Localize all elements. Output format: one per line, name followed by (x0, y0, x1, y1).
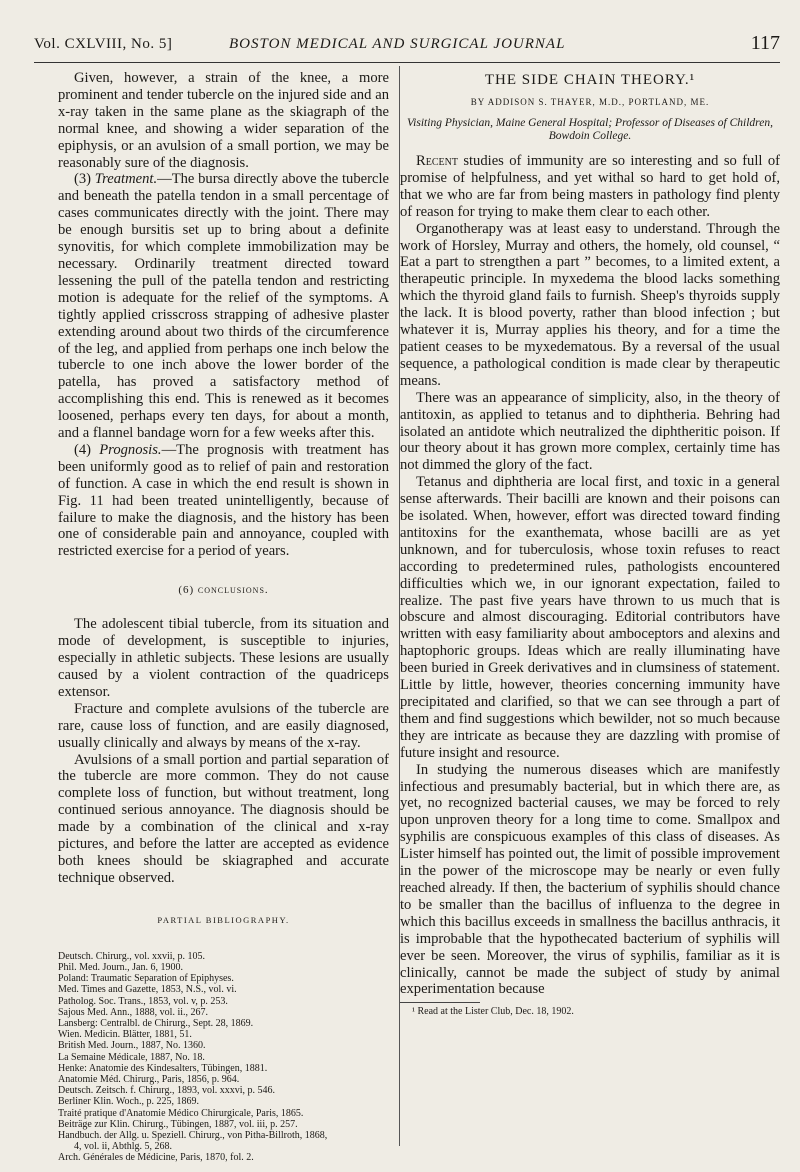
prognosis-paragraph (58, 442, 389, 560)
bibliography-entry: Lansberg: Centralbl. de Chirurg., Sept. 28, 1869. (58, 1018, 254, 1029)
page-number: 117 (750, 32, 780, 54)
paragraph-given: Given, however, a strain of the knee, a more prominent and tender tubercle on the injured side and an x-ray taken in the same plane as the skiagraph of the normal knee, and showing a wider separation of the epiphysis, or an avulsion of a small portion, we may be reasonably sure of the diagnosis. (58, 70, 389, 171)
article-title: THE SIDE CHAIN THEORY.¹ (484, 72, 696, 88)
bibliography-entry: British Med. Journ., 1887, No. 1360. (58, 1040, 206, 1052)
prognosis-heading: Prognosis. (99, 441, 162, 458)
bibliography-list (58, 951, 389, 1164)
paragraph-tetanus: Tetanus and diphtheria are local first, and toxic in a general sense afterwards. Their bacilli are known and their poisons can be isolated. When, however, effort was directed toward finding antitoxins for the exanthemata, whose bacilli are as yet unknown, and for tuberculosis, whose toxin refuses to react according to predetermined rules, pathologists encountered difficulties which we, in our ignorant expectation, failed to realize. The past five years have thrown to us much that is obscure and almost discouraging. Editorial contributors have written with easy familiarity about amboceptors and alexins and haptophoric groups. Ideas which are really illuminating have been buried in Greek derivatives and in clumsiness of statement. Little by little, however, theories concerning immunity have precipitated and clarified, so that we can see through a part of them and find suggestions which bewilder, not so much because they are intricate as because they are dazzling with promise of future insight and resource. (400, 474, 780, 761)
bibliography-entry: Wien. Medicin. Blätter, 1881, 51. (58, 1029, 192, 1041)
bibliography-entry: Deutsch. Zeitsch. f. Chirurg., 1893, vol. xxxvi, p. 546. (58, 1085, 276, 1097)
author-affiliation: Visiting Physician, Maine General Hospital; Professor of Diseases of Children, Bowdoin College. (407, 117, 773, 142)
paragraph-studying: In studying the numerous diseases which are manifestly infectious and presumably bacterial, but in which there are, as yet, no recognized bacterial causes, we may be forced to rely upon unproven theory for a long time to come. Smallpox and syphilis are conspicuous examples of this class of diseases. As Lister himself has pointed out, the limit of possible improvement in the power of the microscope may be nearly or even fully reached already. If then, the bacterium of syphilis should chance to be smaller than the bacillus of influenza to the degree in which this bacillus exceeds in smallness the bacillus anthracis, it is improbable that the hypothecated bacterium of syphilis will ever be seen. Moreover, the virus of syphilis, familiar as it is clinically, cannot be made the subject of study by animal experimentation because (400, 761, 780, 998)
bibliography-entry: Anatomie Méd. Chirurg., Paris, 1856, p. 964. (58, 1074, 240, 1086)
conclusion-paragraph: Fracture and complete avulsions of the tubercle are rare, cause loss of function, and are easily diagnosed, usually clinically and always by means of the x-ray. (58, 700, 389, 751)
paragraph-antitoxin: There was an appearance of simplicity, also, in the theory of antitoxin, as applied to tetanus and to diphtheria. Behring had isolated an antidote which neutralized the diphtheritic poison. If our theory about it has grown more complex, certainly time has not dimmed the glory of the fact. (400, 389, 780, 474)
bibliography-entry: Berliner Klin. Woch., p. 225, 1869. (58, 1096, 199, 1108)
conclusion-paragraph: The adolescent tibial tubercle, from its situation and mode of development, is susceptible to injuries, especially in athletic subjects. These lesions are usually caused by a violent contraction of the quadriceps extensor. (58, 616, 389, 700)
treatment-number: (3) (74, 171, 92, 188)
bibliography-entry: Phil. Med. Journ., Jan. 6, 1900. (58, 961, 183, 973)
bibliography-entry: Poland: Traumatic Separation of Epiphyses. (58, 973, 234, 985)
treatment-text: —The bursa directly above the tubercle and beneath the patella tendon in a small percentage of cases communicates directly with the joint. There may be enough bursitis set up to bring about a definite synovitis, for which complete immobilization may be necessary. Ordinarily treatment directed toward lessening the pull of the patella tendon and restricting motion is adequate for the relief of the symptoms. A tightly applied crisscross strapping of adhesive plaster extending around about two thirds of the circumference of the leg, and applied from perhaps one inch below the tubercle to one inch above the lower border of the patella, has proved a satisfactory method of accomplishing this end. This is renewed as it becomes loosened, perhaps every ten days, for about a month, and a flannel bandage worn for a few weeks after this. (58, 171, 389, 442)
byline: BY ADDISON S. THAYER, M.D., PORTLAND, ME. (470, 97, 710, 107)
bibliography-entry: Henke: Anatomie des Kindesalters, Tübingen, 1881. (58, 1062, 268, 1074)
conclusion-paragraph: Avulsions of a small portion and partial separation of the tubercle are more common. They do not cause complete loss of function, but without treatment, long continued serious annoyance. The diagnosis should be made by a combination of the clinical and x-ray pictures, and before the latter are accepted as evidence both knees should be skiagraphed and accurate technique observed. (58, 751, 389, 886)
journal-title: BOSTON MEDICAL AND SURGICAL JOURNAL (229, 36, 566, 52)
running-header (34, 32, 780, 58)
bibliography-entry: Patholog. Soc. Trans., 1853, vol. v, p. 253. (58, 995, 228, 1007)
bibliography-entry: Arch. Générales de Médicine, Paris, 1870, fol. 2. (58, 1152, 254, 1164)
prognosis-number: (4) (74, 441, 92, 458)
bibliography-entry: La Semaine Médicale, 1887, No. 18. (58, 1051, 205, 1063)
conclusions-heading: (6) conclusions. (178, 584, 269, 597)
bibliography-entry: Sajous Med. Ann., 1888, vol. ii., 267. (58, 1006, 209, 1018)
lead-word: Recent (416, 153, 458, 169)
paragraph-organotherapy: Organotherapy was at least easy to understand. Through the work of Horsley, Murray and others, the homely, old counsel, “ Eat a part to strengthen a part ” becomes, to a limited extent, a therapeutic principle. In myxedema the blood lacks something which the thyroid gland fails to furnish. Sheep's thyroids supply the lack. It is blood poverty, rather than blood infection ; but whatever it is, Murray applies his theory, and for a time the patient ceases to be myxedematous. By a reversal of the usual sequence, a pathological condition is made clear by therapeutic means. (400, 220, 780, 389)
bibliography-title: PARTIAL BIBLIOGRAPHY. (157, 914, 290, 925)
bibliography-entry: Med. Times and Gazette, 1853, N.S., vol. vi. (58, 984, 237, 996)
bibliography-entry: Deutsch. Chirurg., vol. xxvii, p. 105. (58, 950, 206, 962)
prognosis-text: —The prognosis with treatment has been uniformly good as to relief of pain and restoration of function. A case in which the end result is shown in Fig. 11 had been treated unintelligently, because of failure to make the diagnosis, and the history has been one of considerable pain and annoyance, coupled with restricted exercise for a period of years. (58, 441, 390, 560)
bibliography-entry: Handbuch. der Allg. u. Speziell. Chirurg., von Pitha-Billroth, 1868, (58, 1130, 328, 1142)
bibliography-entry: 4, vol. ii, Abthlg. 5, 268. (74, 1141, 173, 1153)
left-column (58, 70, 389, 1164)
volume-label: Vol. CXLVIII, No. 5] (34, 36, 173, 52)
right-column (400, 70, 780, 1018)
header-rule (34, 62, 780, 63)
bibliography-entry: Traité pratique d'Anatomie Médico Chirurgicale, Paris, 1865. (58, 1107, 304, 1119)
paragraph-recent: Recent studies of immunity are so interesting and so full of promise of helpfulness, and yet withal so hard to get hold of, that we who are far from being masters in pathology find plenty of reason for trying to make them clear to each other. (400, 153, 780, 220)
footnote: ¹ Read at the Lister Club, Dec. 18, 1902. (412, 1006, 574, 1018)
bibliography-entry: Beiträge zur Klin. Chirurg., Tübingen, 1887, vol. iii, p. 257. (58, 1118, 298, 1130)
treatment-heading: Treatment. (94, 171, 158, 188)
treatment-paragraph (58, 171, 389, 442)
footnote-rule (400, 1002, 480, 1003)
